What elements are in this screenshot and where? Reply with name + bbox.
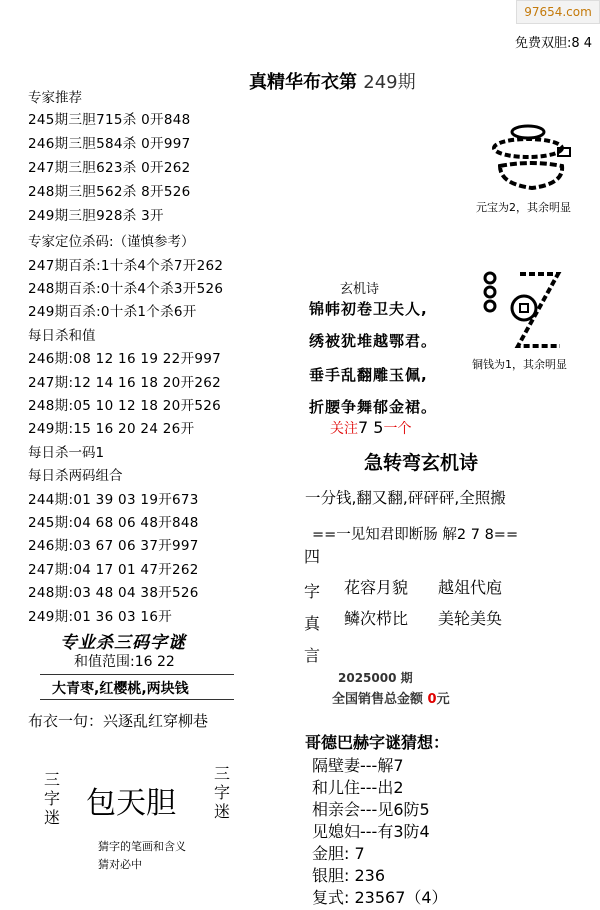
four-char-v3: 真 [304, 614, 321, 633]
sales-label: 全国销售总金额 [332, 692, 424, 707]
list-item: 248期:03 48 04 38开526 [28, 585, 199, 601]
page-title [249, 68, 416, 94]
goldbach-line: 相亲会---见6防5 [312, 800, 430, 819]
poem-line: 绣被犹堆越鄂君。 [309, 332, 438, 350]
follow-line [330, 418, 411, 438]
follow-nums: 7 5 [358, 418, 384, 437]
list-item: 249期三胆928杀 3开 [28, 208, 164, 224]
free-double: 免费双胆:8 4 [514, 36, 592, 51]
hint-1: 猜字的笔画和含义 [98, 840, 186, 853]
idiom: 越俎代庖 [438, 578, 503, 597]
sales-amount: 0 [427, 692, 437, 707]
list-item: 247期三胆623杀 0开262 [28, 160, 191, 176]
yuanbao-caption: 元宝为2，其余明显 [476, 201, 571, 214]
list-item: 246期:03 67 06 37开997 [28, 538, 199, 554]
four-char-v1: 四 [304, 547, 321, 566]
sum-range: 和值范围:16 22 [74, 654, 175, 670]
follow-tail: 一个 [383, 421, 412, 437]
divider [40, 699, 234, 700]
yijian: ==一见知君即断肠 解2 7 8== [312, 527, 519, 543]
list-item: 248期三胆562杀 8开526 [28, 184, 191, 200]
list-item: 248期百杀:0十杀4个杀3开526 [28, 281, 224, 297]
sales-issue: 2025000 期 [338, 671, 413, 685]
expert-recommend-heading: 专家推荐 [28, 90, 82, 106]
yuanbao-illustration [492, 118, 578, 198]
goldbach-line: 见媳妇---有3防4 [312, 822, 430, 841]
sales-line [332, 688, 450, 707]
four-char-v4: 言 [304, 646, 321, 665]
goldbach-line: 银胆: 236 [312, 866, 386, 885]
jizhuanwan-heading: 急转弯玄机诗 [364, 452, 479, 474]
list-item: 249期百杀:0十杀1个杀6开 [28, 304, 197, 320]
goldbach-line: 金胆: 7 [312, 844, 365, 863]
divider [40, 674, 234, 675]
poem-line: 折腰争舞郁金裙。 [309, 398, 438, 416]
list-item: 246期三胆584杀 0开997 [28, 136, 191, 152]
list-item: 249期:01 36 03 16开 [28, 609, 173, 625]
follow-label: 关注 [330, 421, 358, 437]
title-main: 真精华布衣第 [249, 72, 357, 93]
daily-sum-heading: 每日杀和值 [28, 328, 96, 344]
fruits: 大青枣,红樱桃,两块钱 [52, 681, 189, 697]
riddle-left: 三字迷 [43, 770, 60, 827]
goldbach-line: 复式: 23567（4） [312, 888, 448, 907]
list-item: 249期:15 16 20 24 26开 [28, 421, 195, 437]
site-badge[interactable]: 97654.com [516, 0, 600, 24]
xuanji-heading: 玄机诗 [340, 282, 380, 297]
list-item: 247期百杀:1十杀4个杀7开262 [28, 258, 224, 274]
expert-position-heading: 专家定位杀码:（谨慎参考） [28, 234, 195, 250]
poem-line: 垂手乱翻雕玉佩, [309, 366, 428, 384]
goldbach-line: 和儿住---出2 [312, 778, 404, 797]
list-item: 244期:01 39 03 19开673 [28, 492, 199, 508]
list-item: 248期:05 10 12 18 20开526 [28, 398, 222, 414]
pro-kill-heading: 专业杀三码字谜 [60, 633, 186, 653]
list-item: 245期:04 68 06 48开848 [28, 515, 199, 531]
title-issue: 249期 [363, 72, 416, 93]
list-item: 247期:04 17 01 47开262 [28, 562, 199, 578]
poem-line: 锦帏初卷卫夫人, [309, 300, 428, 318]
riddle-center: 包天胆 [86, 786, 176, 821]
coin-caption: 铜钱为1，其余明显 [472, 358, 567, 371]
hint-2: 猜对必中 [98, 858, 142, 871]
one-penny: 一分钱,翻又翻,砰砰砰,全照搬 [305, 489, 506, 507]
daily-one: 每日杀一码1 [28, 445, 105, 461]
buyi-sentence: 布衣一句：兴逐乱红穿柳巷 [28, 712, 209, 730]
sales-unit: 元 [436, 692, 450, 707]
list-item: 245期三胆715杀 0开848 [28, 112, 191, 128]
riddle-right: 三字迷 [213, 764, 230, 821]
coin-illustration [480, 266, 570, 356]
idiom: 花容月貌 [344, 578, 409, 597]
idiom: 美轮美奂 [438, 609, 503, 628]
goldbach-heading: 哥德巴赫字谜猜想： [305, 733, 450, 752]
idiom: 鳞次栉比 [344, 609, 409, 628]
daily-two-heading: 每日杀两码组合 [28, 468, 123, 484]
list-item: 246期:08 12 16 19 22开997 [28, 351, 222, 367]
goldbach-line: 隔壁妻---解7 [312, 756, 404, 775]
list-item: 247期:12 14 16 18 20开262 [28, 375, 222, 391]
four-char-v2: 字 [304, 582, 321, 601]
